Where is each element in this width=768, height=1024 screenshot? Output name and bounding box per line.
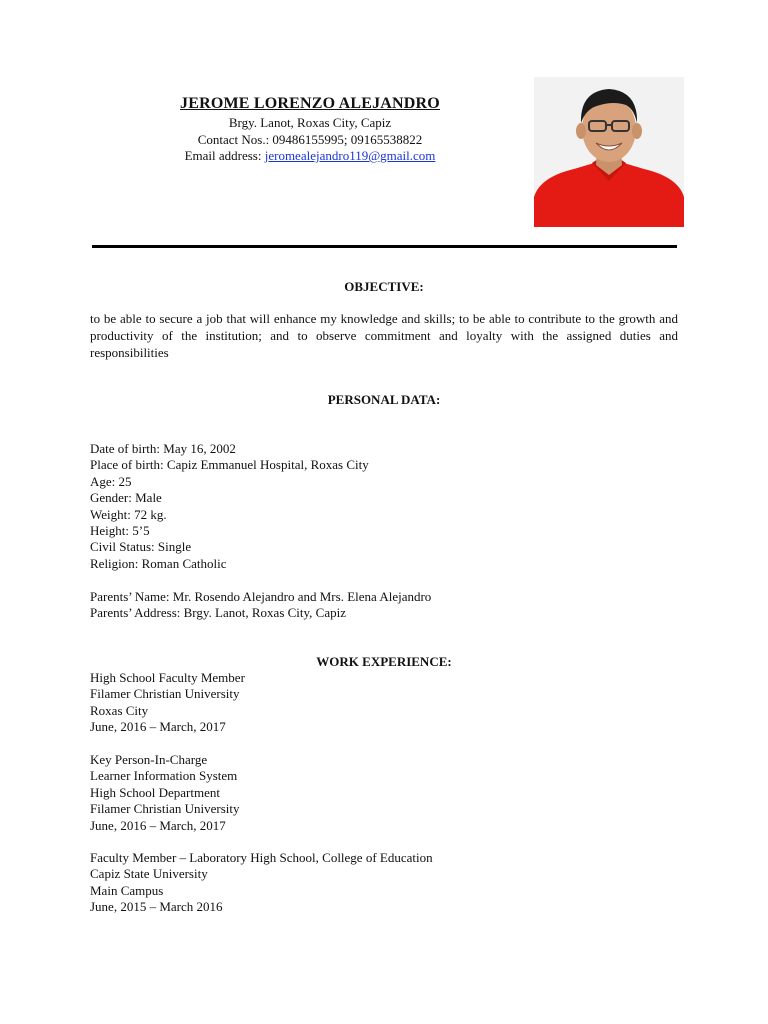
job-department: High School Department: [90, 784, 220, 800]
job-title: Faculty Member – Laboratory High School, College of Education: [90, 850, 433, 865]
email-link[interactable]: jeromealejandro119@gmail.com: [264, 148, 436, 163]
email-line: [90, 148, 530, 165]
gender: Gender: Male: [90, 490, 162, 506]
home-address: Brgy. Lanot, Roxas City, Capiz: [228, 115, 392, 130]
objective-title: OBJECTIVE:: [344, 279, 424, 294]
job-employer: Filamer Christian University: [90, 801, 240, 817]
profile-photo: [534, 77, 684, 227]
personal-data-list: [90, 441, 369, 572]
job-entry: [90, 752, 239, 834]
parents-address: Parents’ Address: Brgy. Lanot, Roxas City, Capiz: [90, 605, 347, 621]
resume-header: [90, 94, 530, 165]
date-of-birth: Date of birth: May 16, 2002: [90, 441, 236, 456]
job-dates: June, 2016 – March, 2017: [90, 817, 226, 833]
work-experience-title: WORK EXPERIENCE:: [316, 654, 452, 669]
height: Height: 5’5: [90, 523, 150, 539]
job-location: Roxas City: [90, 702, 149, 718]
personal-data-title: PERSONAL DATA:: [327, 392, 441, 407]
job-system: Learner Information System: [90, 768, 238, 784]
job-entry: [90, 850, 433, 916]
job-title: High School Faculty Member: [90, 670, 245, 685]
job-dates: June, 2015 – March 2016: [90, 899, 223, 915]
email-label: Email address:: [184, 148, 265, 163]
objective-text: to be able to secure a job that will enhance my knowledge and skills; to be able to contribute to the growth and productivity of the institution; and to observe commitment and loyalty with the assigned duties and responsibilities: [90, 311, 678, 360]
contact-numbers: Contact Nos.: 09486155995; 09165538822: [197, 131, 423, 147]
job-dates: June, 2016 – March, 2017: [90, 719, 226, 735]
religion: Religion: Roman Catholic: [90, 555, 227, 571]
job-entry: [90, 670, 245, 736]
parents-name: Parents’ Name: Mr. Rosendo Alejandro and Mrs. Elena Alejandro: [90, 589, 432, 604]
profile-photo-icon: [534, 77, 684, 227]
job-location: Main Campus: [90, 882, 164, 898]
place-of-birth: Place of birth: Capiz Emmanuel Hospital, Roxas City: [90, 457, 369, 473]
full-name: JEROME LORENZO ALEJANDRO: [180, 95, 440, 112]
civil-status: Civil Status: Single: [90, 539, 192, 555]
job-employer: Filamer Christian University: [90, 686, 240, 702]
header-divider: [92, 245, 677, 248]
job-title: Key Person-In-Charge: [90, 752, 208, 767]
weight: Weight: 72 kg.: [90, 506, 167, 522]
age: Age: 25: [90, 473, 132, 489]
job-employer: Capiz State University: [90, 866, 208, 882]
parents-info: [90, 589, 431, 622]
